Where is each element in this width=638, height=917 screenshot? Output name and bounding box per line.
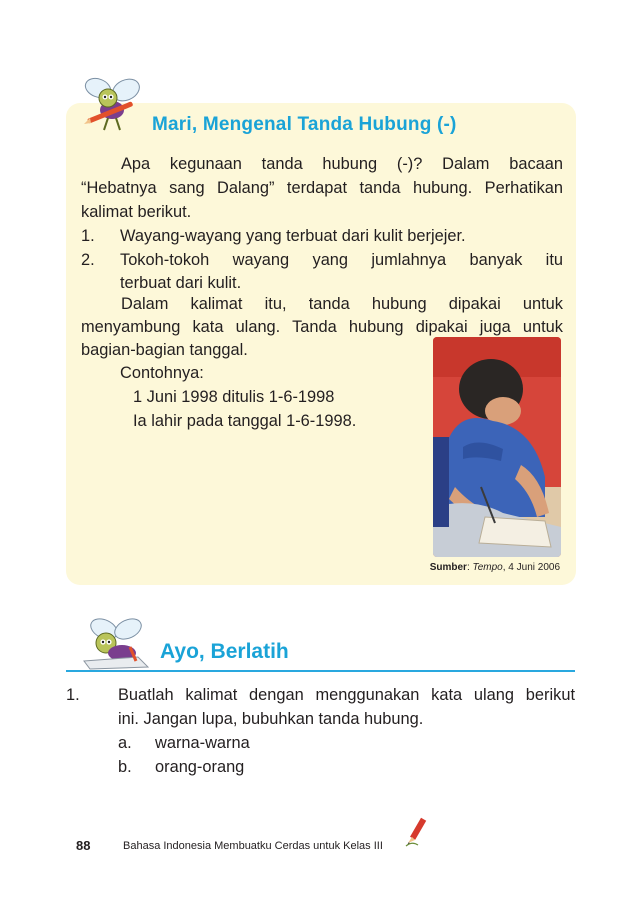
intro-line-2: “Hebatnya sang Dalang” terdapat tanda hubung. Perhatikan (81, 179, 563, 197)
list-item-number: 2. (81, 251, 95, 269)
exercise-line-1: Buatlah kalimat dengan menggunakan kata ulang berikut (118, 686, 575, 704)
box-title: Mari, Mengenal Tanda Hubung (-) (152, 114, 457, 135)
option-letter: a. (118, 734, 132, 752)
page-number: 88 (76, 838, 91, 853)
caption-source-label: Sumber (429, 562, 467, 573)
option-letter: b. (118, 758, 132, 776)
option-text: warna-warna (155, 734, 250, 752)
exercise-line-2: ini. Jangan lupa, bubuhkan tanda hubung. (118, 710, 424, 728)
explain-line-1: Dalam kalimat itu, tanda hubung dipakai untuk (121, 295, 563, 313)
list-item-text-cont: terbuat dari kulit. (120, 274, 242, 292)
exercise-number: 1. (66, 686, 80, 704)
explain-line-2: menyambung kata ulang. Tanda hubung dipakai juga untuk (81, 318, 563, 336)
intro-line-3: kalimat berikut. (81, 203, 192, 221)
fly-mascot-writing-icon (78, 617, 158, 671)
intro-line-1: Apa kegunaan tanda hubung (-)? Dalam bacaan (121, 155, 563, 173)
boy-writing-photo (433, 337, 561, 557)
caption-date: , 4 Juni 2006 (502, 562, 560, 573)
option-text: orang-orang (155, 758, 245, 776)
list-item-text: Wayang-wayang yang terbuat dari kulit berjejer. (120, 227, 466, 245)
explain-line-3: bagian-bagian tanggal. (81, 341, 248, 359)
section-title: Ayo, Berlatih (160, 640, 289, 663)
fly-mascot-icon (78, 74, 148, 136)
section-divider (66, 670, 575, 672)
example-item: Ia lahir pada tanggal 1-6-1998. (133, 412, 357, 430)
pencil-icon (404, 817, 432, 847)
list-item-text: Tokoh-tokoh wayang yang jumlahnya banyak itu (120, 251, 563, 269)
photo-caption: Sumber: Tempo, 4 Juni 2006 (429, 562, 560, 573)
caption-publication: Tempo (472, 562, 503, 573)
book-title: Bahasa Indonesia Membuatku Cerdas untuk Kelas III (123, 840, 383, 852)
example-label: Contohnya: (120, 364, 204, 382)
example-item: 1 Juni 1998 ditulis 1-6-1998 (133, 388, 335, 406)
list-item-number: 1. (81, 227, 95, 245)
